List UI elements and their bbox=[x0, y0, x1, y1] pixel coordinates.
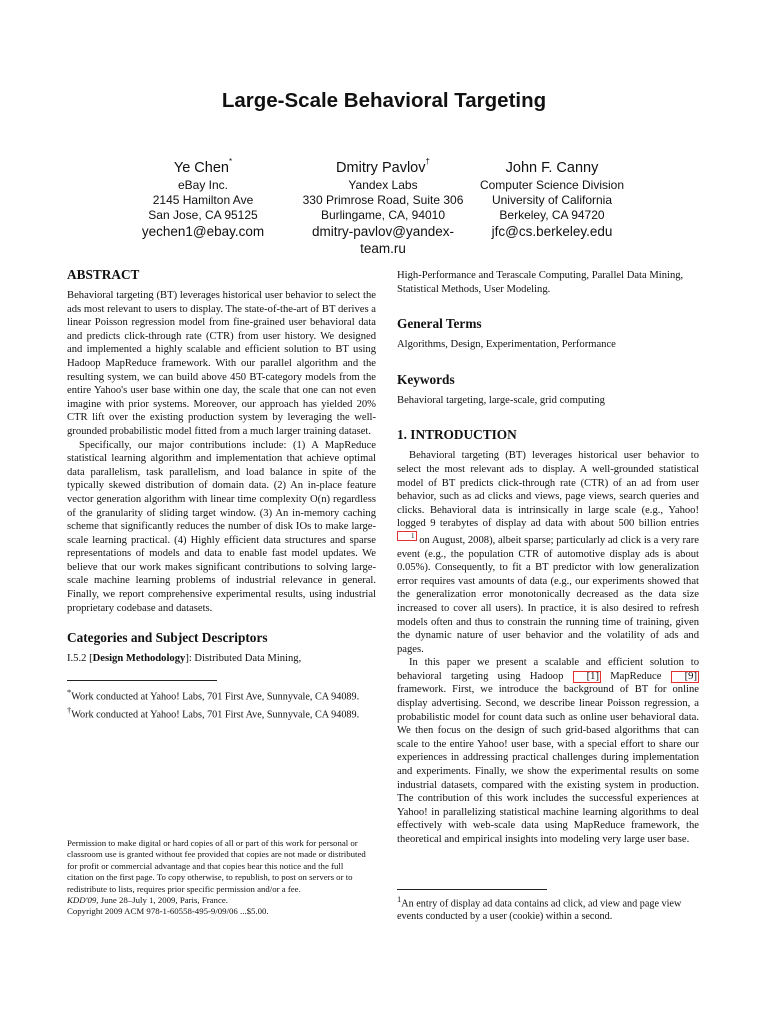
introduction-heading: 1. INTRODUCTION bbox=[397, 427, 517, 443]
author-email: jfc@cs.berkeley.edu bbox=[491, 224, 613, 239]
citation-link[interactable]: [9] bbox=[671, 671, 699, 683]
author-address: Berkeley, CA 94720 bbox=[499, 208, 605, 222]
keywords-text: Behavioral targeting, large-scale, grid computing bbox=[397, 394, 605, 406]
categories-text: I.5.2 [Design Methodology]: Distributed Data Mining, bbox=[67, 653, 302, 665]
copyright: Copyright 2009 ACM 978-1-60558-495-9/09/06 ...$5.00. bbox=[67, 906, 269, 917]
intro-paragraph: Behavioral targeting (BT) leverages historical user behavior to select the most relevant ads to display. A well-grounded statistical model of BT predicts click-through rate (CTR) of an ad from user behavior, such as ad clicks and views, page views, search queries and clicks. Behavioral data is intrinsically in large scale (e.g., Yahoo! logged 9 terabytes of display ad data with about 500 billion entries1 on August, 2008), albeit sparse; particularly ad click is a very rare event (e.g., the population CTR of automotive display ads is about 0.05%). Consequently, to fit a BT predictor with low generalization error requires vast amounts of data (e.g., our experiments showed that the generalization error monotonically decreased as the data size increased to cover all users). In practice, it is also desired to refresh models often and thus to constrain the running time of training, given the dynamic nature of user behavior and the volatility of ads and pages. bbox=[397, 450, 699, 655]
author-address: 2145 Hamilton Ave bbox=[152, 193, 254, 207]
author-block bbox=[442, 159, 662, 240]
citation-link[interactable]: [1] bbox=[573, 671, 601, 683]
right-column bbox=[397, 269, 699, 847]
footnote: $^1$An entry of display ad data contains ad click, ad view and page view events conducted by a user (cookie) within a second. bbox=[397, 894, 682, 922]
footnote-link[interactable]: 1 bbox=[397, 531, 417, 541]
general-terms-text: Algorithms, Design, Experimentation, Performance bbox=[397, 339, 616, 351]
keywords-heading: Keywords bbox=[397, 371, 455, 387]
author-name: Ye Chen bbox=[173, 160, 229, 176]
abstract-heading: ABSTRACT bbox=[67, 267, 140, 282]
abstract-paragraph: Specifically, our major contributions include: (1) A MapReduce statistical learning algorithm and implementation that achieve optimal data parallelism, task parallelism, and load balance in spite of the typically skewed distribution of domain data. (2) An in-place feature vector generation algorithm with linear time complexity O(n) regardless of the granularity of sliding target window. (3) An in-memory caching scheme that significantly reduces the number of disk IOs to make large-scale learning practical. (4) Highly efficient data structures and sparse representations of models and data to enable fast model updates. We believe that our work makes significant contributions to solving large-scale machine learning problems of industrial relevance in general. Finally, we report comprehensive experimental results, using industrial proprietary codebase and datasets. bbox=[67, 439, 376, 614]
permission-notice: Permission to make digital or hard copies of all or part of this work for personal or classroom use is granted without fee provided that copies are not made or distributed for profit or commercial advantage and that copies bear this notice and the full citation on the first page. To copy otherwise, to republish, to post on servers or to redistribute to lists, requires prior specific permission and/or a fee. KDD'09, June 28–July 1, 2009, Paris, France. Copyright 2009 ACM 978-1-60558-495-9/09/06 ...$5.00. bbox=[67, 838, 369, 918]
author-email: dmitry-pavlov@yandex-team.ru bbox=[311, 224, 454, 256]
venue: KDD'09, bbox=[67, 895, 99, 906]
author-affiliation: eBay Inc. bbox=[177, 178, 229, 192]
author-mark: * bbox=[228, 157, 233, 166]
author-mark: † bbox=[425, 157, 430, 166]
author-email: yechen1@ebay.com bbox=[141, 224, 265, 239]
categories-heading: Categories and Subject Descriptors bbox=[67, 630, 268, 646]
intro-paragraph: In this paper we present a scalable and efficient solution to behavioral targeting using Hadoop [1] MapReduce [9] framework. First, we introduce the background of BT for online display advertising. Second, we describe linear Poisson regression, a probabilistic model for count data such as online user behavioral data. We then focus on the design of such grid-based algorithms that can scale to the entire Yahoo! user base, with a special effort to share our experiences in addressing practical challenges during implementation and experiments. Finally, we show the experimental results on some industrial datasets, compared with the existing system in production. The contribution of this work includes the successful experiences at Yahoo! in parallelizing statistical machine learning algorithms to deal effectively with web-scale data using MapReduce framework, the theoretical and empirical insights into modeling very large user base. bbox=[397, 657, 699, 845]
categories-continued: High-Performance and Terascale Computing, Parallel Data Mining, Statistical Methods, User Modeling. bbox=[397, 270, 684, 295]
paper-title: Large-Scale Behavioral Targeting bbox=[221, 89, 547, 112]
author-affiliation: Computer Science Division bbox=[479, 178, 625, 192]
footnote: *Work conducted at Yahoo! Labs, 701 First Ave, Sunnyvale, CA 94089. bbox=[67, 686, 360, 703]
author-name: Dmitry Pavlov bbox=[336, 160, 426, 176]
author-address: 330 Primrose Road, Suite 306 bbox=[302, 193, 464, 207]
author-address: Burlingame, CA, 94010 bbox=[320, 208, 446, 222]
footnote: †Work conducted at Yahoo! Labs, 701 First Ave, Sunnyvale, CA 94089. bbox=[67, 704, 360, 721]
abstract-paragraph: Behavioral targeting (BT) leverages historical user behavior to select the ads most relevant to users to display. The state-of-the-art of BT derives a linear Poisson regression model from fine-grained user behavioral data and predicts click-through rate (CTR) from user history. We designed and implemented a highly scalable and efficient solution to BT using Hadoop MapReduce framework. With our parallel algorithm and the resulting system, we can build above 450 BT-category models from the entire Yahoo's user base within one day, the scale that one can not even imagine with prior systems. Moreover, our approach has yielded 20% CTR lift over the existing production system by leveraging the well-grounded probabilistic model fitted from a much larger training dataset. bbox=[67, 290, 376, 437]
general-terms-heading: General Terms bbox=[397, 316, 482, 332]
author-address: San Jose, CA 95125 bbox=[148, 208, 258, 222]
left-column bbox=[67, 266, 376, 722]
author-name: John F. Canny bbox=[505, 160, 599, 176]
author-affiliation: Yandex Labs bbox=[348, 178, 418, 192]
footnote-rule bbox=[397, 889, 547, 890]
author-address: University of California bbox=[491, 193, 613, 207]
